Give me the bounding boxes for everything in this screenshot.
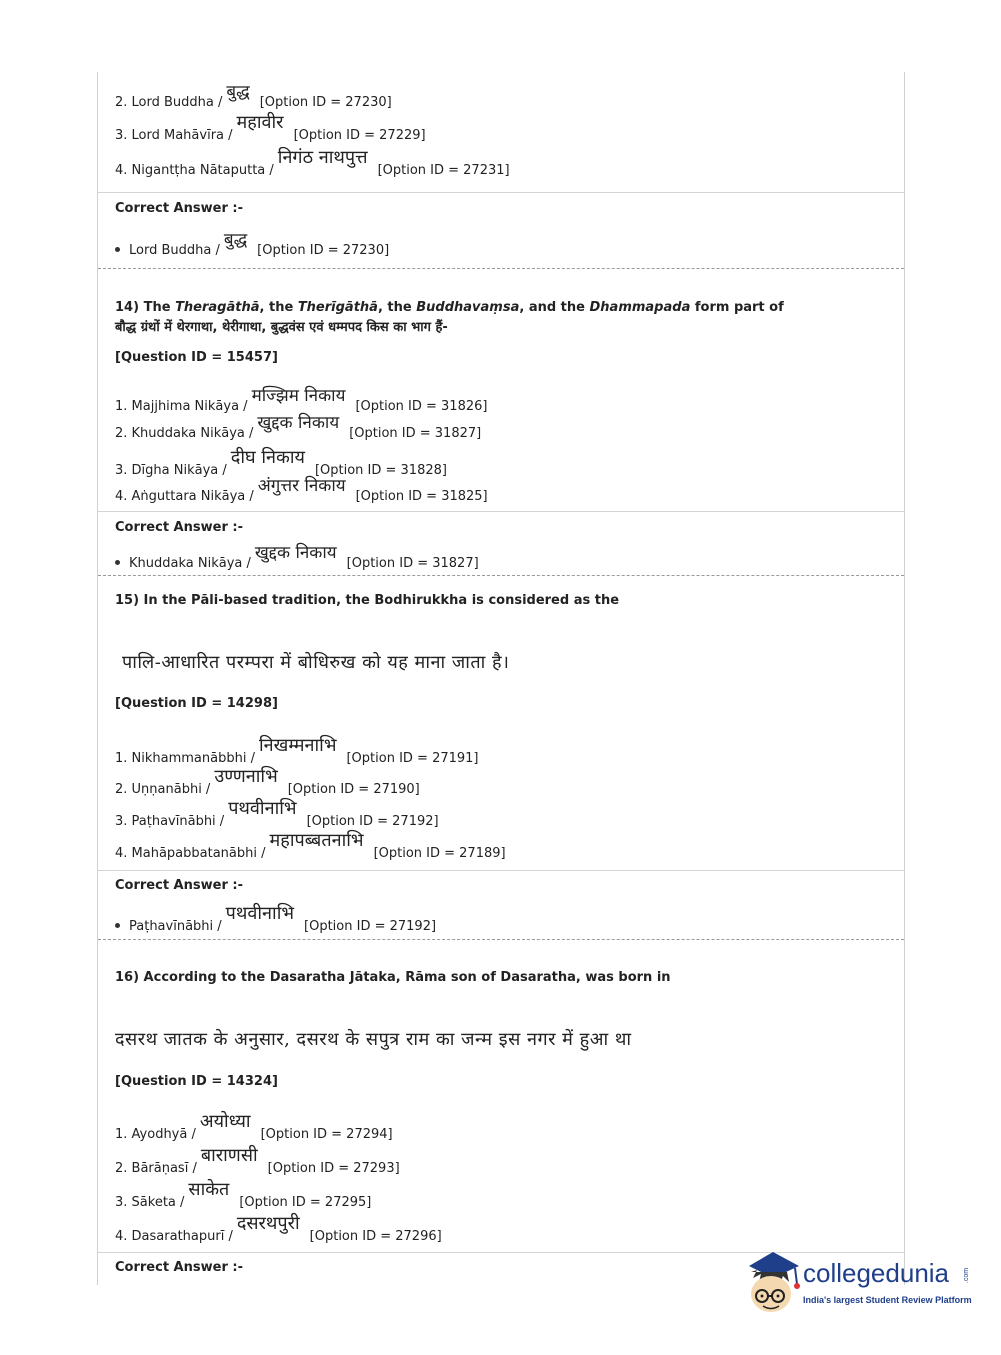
text-part: form part of — [694, 300, 784, 315]
logo-wordmark: collegedunia — [803, 1258, 950, 1288]
q14-question-hindi: बौद्ध ग्रंथों में थेरगाथा, थेरीगाथा, बुद्धवंस एवं धम्मपद किस का भाग हैं- — [115, 320, 448, 335]
answer-text: Paṭhavīnābhi / — [129, 919, 222, 934]
option-text: 1. Majjhima Nikāya / — [115, 399, 248, 414]
q14-question-text — [115, 300, 784, 315]
option-text: 3. Paṭhavīnābhi / — [115, 814, 225, 829]
q15-correct-answer — [115, 903, 437, 936]
option-id: [Option ID = 31825] — [355, 489, 488, 504]
q13-option-3 — [115, 112, 426, 145]
option-text: 4. Mahāpabbatanābhi / — [115, 846, 266, 861]
option-id: [Option ID = 27294] — [260, 1127, 393, 1142]
answer-text: Khuddaka Nikāya / — [129, 556, 251, 571]
question-separator — [98, 939, 904, 940]
answer-id: [Option ID = 31827] — [346, 556, 479, 571]
text-part: Dhammapada — [589, 300, 691, 315]
bullet-icon — [115, 923, 120, 928]
answer-hindi: खुद्दक निकाय — [254, 543, 337, 563]
option-text: 2. Khuddaka Nikāya / — [115, 426, 254, 441]
q16-correct-answer-label: Correct Answer :- — [115, 1260, 243, 1275]
collegedunia-logo — [743, 1248, 973, 1318]
text-part: Buddhavaṃsa — [416, 300, 520, 315]
q14-option-4 — [115, 476, 488, 505]
option-hindi: मज्झिम निकाय — [251, 386, 346, 406]
answer-hindi: बुद्ध — [223, 230, 248, 250]
option-text: 3. Dīgha Nikāya / — [115, 463, 227, 478]
q15-question-id: [Question ID = 14298] — [115, 696, 278, 711]
logo-suffix: .com — [963, 1267, 971, 1284]
q16-question-hindi: दसरथ जातक के अनुसार, दसरथ के सपुत्र राम का जन्म इस नगर में हुआ था — [115, 1029, 632, 1050]
text-part: , the — [259, 300, 294, 315]
divider — [98, 870, 904, 871]
mascot-icon — [743, 1248, 803, 1318]
option-id: [Option ID = 27190] — [287, 782, 420, 797]
question-separator — [98, 268, 904, 269]
q15-option-4 — [115, 830, 506, 863]
option-id: [Option ID = 27229] — [293, 128, 426, 143]
option-text: 4. Dasarathapurī / — [115, 1229, 233, 1244]
divider — [98, 192, 904, 193]
bullet-icon — [115, 247, 120, 252]
q15-option-2 — [115, 766, 420, 799]
answer-id: [Option ID = 27192] — [304, 919, 437, 934]
q16-option-3 — [115, 1179, 372, 1212]
option-text: 2. Uṇṇanābhi / — [115, 782, 211, 797]
q14-option-2 — [115, 413, 482, 442]
option-id: [Option ID = 31826] — [355, 399, 488, 414]
text-part: The — [143, 300, 171, 315]
option-id: [Option ID = 27231] — [377, 163, 510, 178]
option-text: 1. Nikhammanābbhi / — [115, 751, 255, 766]
option-hindi: बाराणसी — [200, 1145, 258, 1166]
q16-option-4 — [115, 1213, 442, 1246]
question-paper-page — [97, 72, 905, 1285]
question-number: 14) — [115, 300, 140, 315]
option-id: [Option ID = 27192] — [306, 814, 439, 829]
text-part: , the — [377, 300, 412, 315]
option-hindi: उण्णनाभि — [214, 766, 278, 787]
option-hindi: दीघ निकाय — [230, 447, 305, 468]
q13-option-2 — [115, 82, 392, 111]
option-id: [Option ID = 27295] — [239, 1195, 372, 1210]
option-hindi: अंगुत्तर निकाय — [257, 476, 346, 496]
q15-question-hindi: पालि-आधारित परम्परा में बोधिरुख को यह माना जाता है। — [122, 652, 510, 673]
option-text: 1. Ayodhyā / — [115, 1127, 196, 1142]
option-hindi: साकेत — [188, 1179, 230, 1200]
divider — [98, 511, 904, 512]
option-text: 4. Nigantṭha Nātaputta / — [115, 163, 274, 178]
option-hindi: दसरथपुरी — [236, 1213, 300, 1234]
option-id: [Option ID = 27293] — [267, 1161, 400, 1176]
option-text: 3. Lord Mahāvīra / — [115, 128, 233, 143]
q15-question-text: 15) In the Pāli-based tradition, the Bodhirukkha is considered as the — [115, 593, 620, 608]
option-text: 4. Aṅguttara Nikāya / — [115, 489, 254, 504]
option-hindi: बुद्ध — [226, 82, 250, 102]
text-part: Therīgāthā — [297, 300, 378, 315]
option-text: 2. Lord Buddha / — [115, 95, 223, 110]
option-text: 2. Bārāṇasī / — [115, 1161, 197, 1176]
answer-id: [Option ID = 27230] — [257, 243, 390, 258]
option-id: [Option ID = 27189] — [373, 846, 506, 861]
option-id: [Option ID = 31828] — [314, 463, 447, 478]
option-hindi: खुद्दक निकाय — [257, 413, 340, 433]
option-id: [Option ID = 27230] — [259, 95, 392, 110]
option-id: [Option ID = 27296] — [309, 1229, 442, 1244]
text-part: , and the — [519, 300, 585, 315]
q16-option-2 — [115, 1145, 400, 1178]
option-text: 3. Sāketa / — [115, 1195, 185, 1210]
text-part: Theragāthā — [175, 300, 260, 315]
answer-hindi: पथवीनाभि — [225, 903, 295, 924]
q14-correct-answer — [115, 543, 479, 572]
option-hindi: अयोध्या — [199, 1111, 251, 1132]
option-hindi: पथवीनाभि — [228, 798, 297, 819]
q15-option-3 — [115, 798, 439, 831]
q16-option-1 — [115, 1111, 393, 1144]
option-hindi: महावीर — [236, 112, 284, 133]
logo-tagline: India's largest Student Review Platform — [803, 1295, 972, 1305]
q13-correct-answer — [115, 230, 390, 259]
q16-question-id: [Question ID = 14324] — [115, 1074, 278, 1089]
q16-question-text: 16) According to the Dasaratha Jātaka, Rāma son of Dasaratha, was born in — [115, 970, 671, 985]
q15-correct-answer-label: Correct Answer :- — [115, 878, 243, 893]
answer-text: Lord Buddha / — [129, 243, 220, 258]
q14-question-id: [Question ID = 15457] — [115, 350, 278, 365]
q13-option-4 — [115, 147, 510, 180]
option-hindi: निगंठ नाथपुत्त — [277, 147, 368, 168]
option-id: [Option ID = 27191] — [346, 751, 479, 766]
q13-correct-answer-label: Correct Answer :- — [115, 201, 243, 216]
option-hindi: महापब्बतनाभि — [269, 830, 364, 851]
bullet-icon — [115, 560, 120, 565]
option-id: [Option ID = 31827] — [349, 426, 482, 441]
q14-option-1 — [115, 386, 488, 415]
option-hindi: निखम्मनाभि — [258, 735, 337, 756]
question-separator — [98, 575, 904, 576]
q14-correct-answer-label: Correct Answer :- — [115, 520, 243, 535]
q15-option-1 — [115, 735, 479, 768]
